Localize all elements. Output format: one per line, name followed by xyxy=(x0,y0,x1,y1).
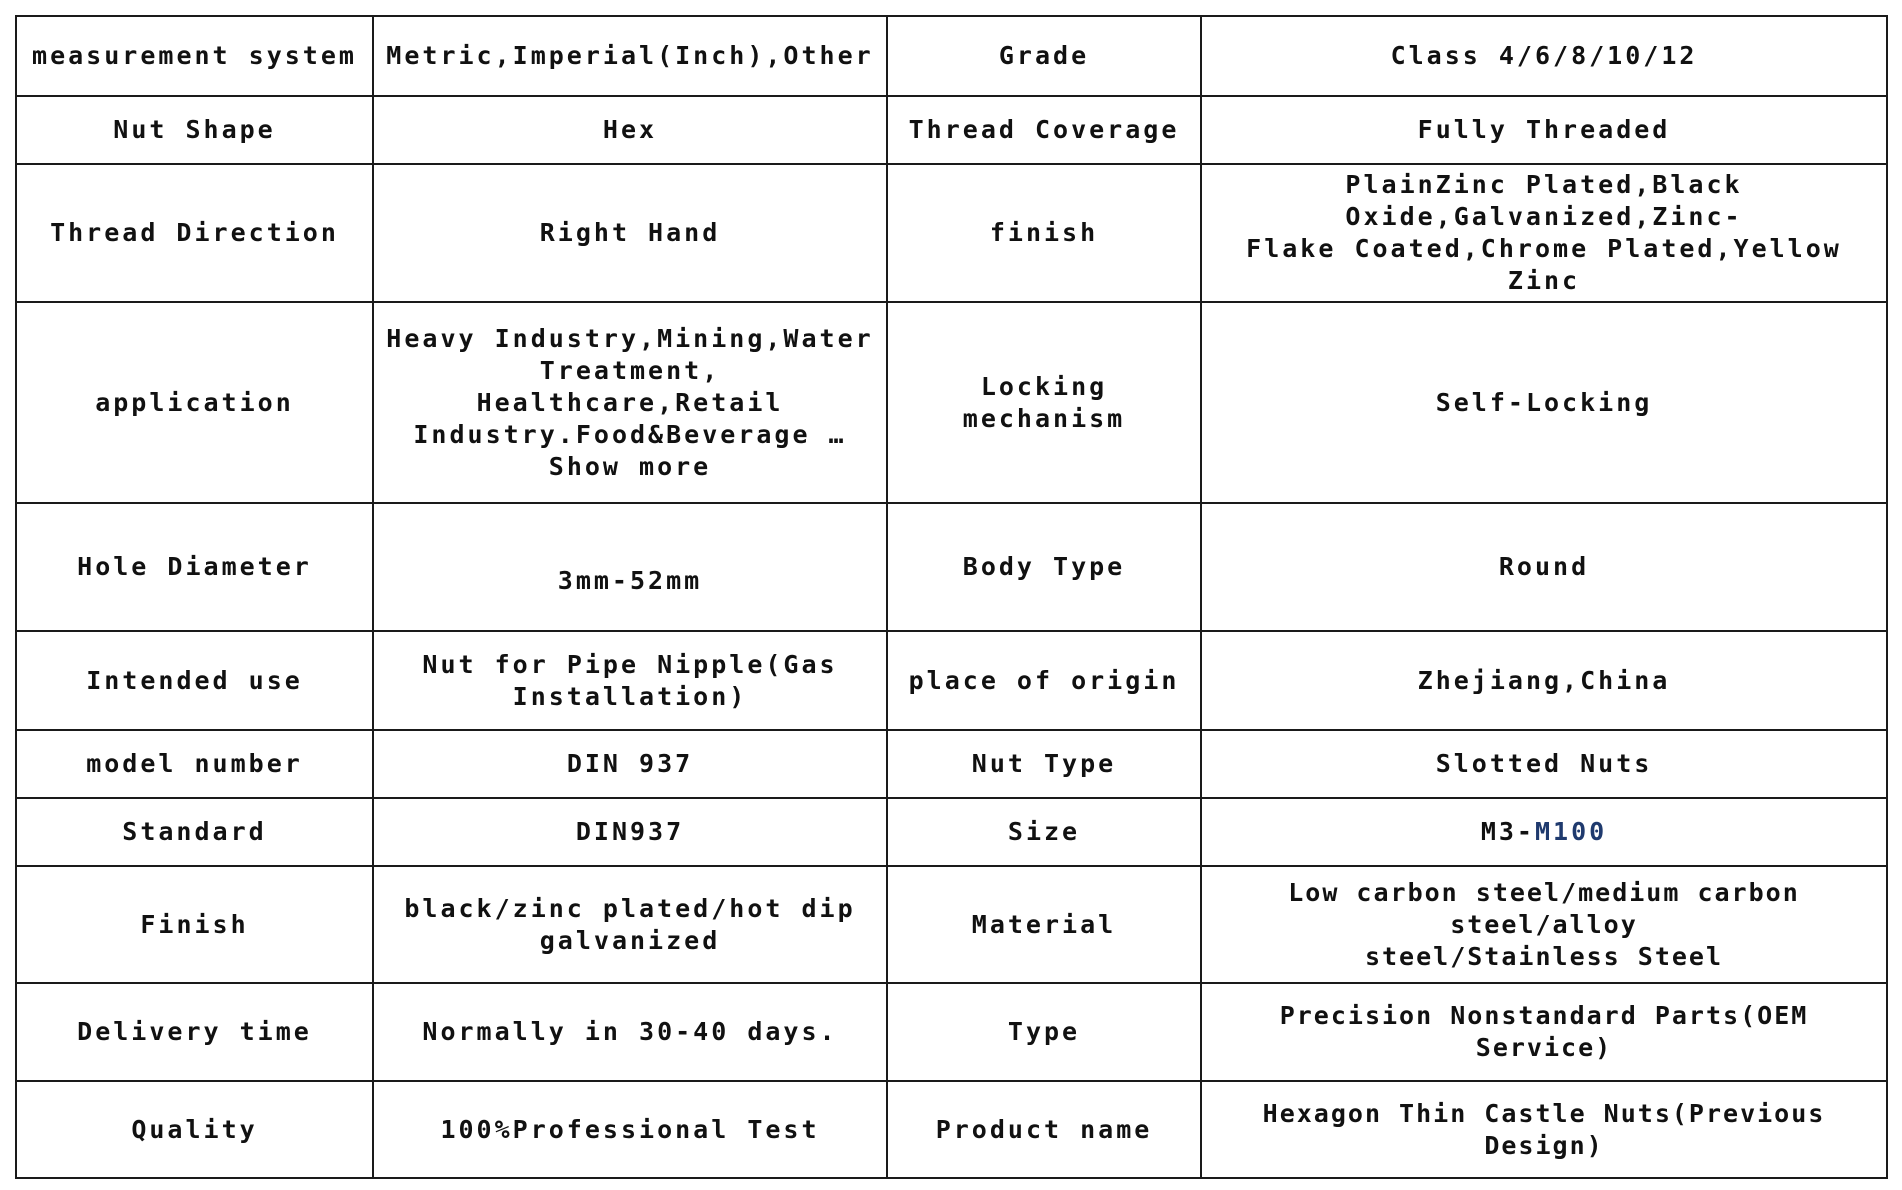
table-row xyxy=(16,302,1887,503)
spec-label: Type xyxy=(887,983,1201,1081)
spec-label: Material xyxy=(887,866,1201,983)
spec-value-line: galvanized xyxy=(539,925,721,955)
table-row xyxy=(16,730,1887,798)
show-more-link[interactable]: Show more xyxy=(548,451,712,481)
spec-value-line: Nut for Pipe Nipple(Gas xyxy=(422,649,838,679)
spec-value: Right Hand xyxy=(373,164,887,302)
spec-value: Zhejiang,China xyxy=(1201,631,1887,730)
spec-value-line: Low carbon steel/medium carbon steel/alloy xyxy=(1288,877,1800,939)
spec-label: measurement system xyxy=(16,16,373,96)
table-row xyxy=(16,866,1887,983)
spec-value-line: Healthcare,Retail xyxy=(476,387,784,417)
spec-label: Thread Direction xyxy=(16,164,373,302)
spec-label: Product name xyxy=(887,1081,1201,1178)
table-row xyxy=(16,1081,1887,1178)
size-min: M3- xyxy=(1480,817,1535,846)
spec-value: Hex xyxy=(373,96,887,164)
spec-value-line: Heavy Industry,Mining,Water xyxy=(386,323,874,353)
spec-label: Grade xyxy=(887,16,1201,96)
table-row xyxy=(16,983,1887,1081)
spec-label: Nut Shape xyxy=(16,96,373,164)
spec-value-line: Industry.Food&Beverage … xyxy=(413,419,847,449)
spec-value xyxy=(373,302,887,503)
spec-label: Hole Diameter xyxy=(16,503,373,631)
spec-value-line: Flake Coated,Chrome Plated,Yellow Zinc xyxy=(1246,234,1842,295)
spec-label: application xyxy=(16,302,373,503)
table-row xyxy=(16,96,1887,164)
spec-value: Round xyxy=(1201,503,1887,631)
spec-label: Intended use xyxy=(16,631,373,730)
spec-value: Fully Threaded xyxy=(1201,96,1887,164)
spec-value xyxy=(373,503,887,631)
spec-value: Metric,Imperial(Inch),Other xyxy=(373,16,887,96)
spec-value: Precision Nonstandard Parts(OEM Service) xyxy=(1201,983,1887,1081)
spec-label: Delivery time xyxy=(16,983,373,1081)
spec-label: Quality xyxy=(16,1081,373,1178)
spec-value: Slotted Nuts xyxy=(1201,730,1887,798)
spec-value: DIN 937 xyxy=(373,730,887,798)
table-row xyxy=(16,631,1887,730)
size-max: M100 xyxy=(1534,817,1608,846)
spec-value-line: Treatment, xyxy=(539,355,721,385)
spec-value: Normally in 30-40 days. xyxy=(373,983,887,1081)
spec-value: Class 4/6/8/10/12 xyxy=(1201,16,1887,96)
table-row xyxy=(16,164,1887,302)
spec-value: Hexagon Thin Castle Nuts(Previous Design) xyxy=(1201,1081,1887,1178)
spec-value-line: PlainZinc Plated,Black xyxy=(1345,170,1743,199)
spec-label: place of origin xyxy=(887,631,1201,730)
spec-label: Standard xyxy=(16,798,373,866)
spec-value: DIN937 xyxy=(373,798,887,866)
spec-label: Thread Coverage xyxy=(887,96,1201,164)
spec-value xyxy=(1201,866,1887,983)
table-row xyxy=(16,16,1887,96)
spec-value-line: black/zinc plated/hot dip xyxy=(404,893,856,923)
spec-value xyxy=(1201,164,1887,302)
product-spec-table xyxy=(15,15,1888,1179)
spec-label: Finish xyxy=(16,866,373,983)
spec-value-line: Installation) xyxy=(512,681,748,711)
spec-label: Locking mechanism xyxy=(887,302,1201,503)
spec-label: Nut Type xyxy=(887,730,1201,798)
spec-value-line: Oxide,Galvanized,Zinc- xyxy=(1345,202,1743,231)
table-row xyxy=(16,798,1887,866)
spec-value-text: 3mm-52mm xyxy=(557,566,703,595)
spec-label: Size xyxy=(887,798,1201,866)
spec-value xyxy=(373,631,887,730)
spec-value-line: steel/Stainless Steel xyxy=(1364,941,1724,971)
spec-value xyxy=(1201,798,1887,866)
spec-value: Self-Locking xyxy=(1201,302,1887,503)
spec-label: finish xyxy=(887,164,1201,302)
spec-value xyxy=(373,866,887,983)
spec-value: 100%Professional Test xyxy=(373,1081,887,1178)
table-row xyxy=(16,503,1887,631)
spec-label: model number xyxy=(16,730,373,798)
spec-label: Body Type xyxy=(887,503,1201,631)
